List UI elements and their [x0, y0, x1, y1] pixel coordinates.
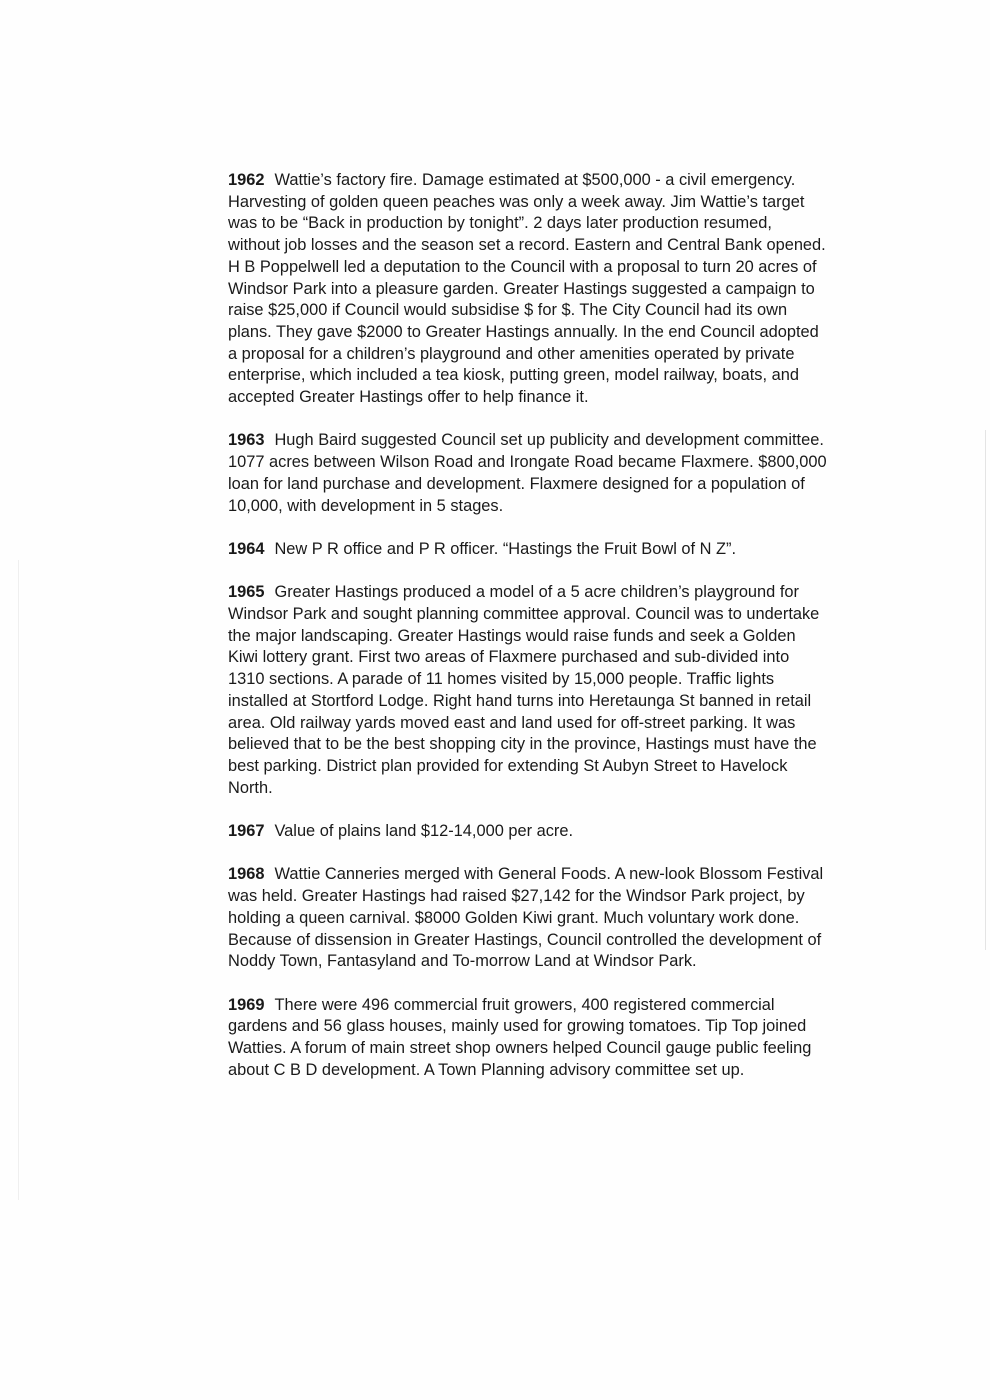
scan-margin-line [18, 560, 19, 1200]
entry-year: 1967 [228, 822, 265, 841]
timeline-entry-1968 [228, 864, 828, 973]
timeline-entry-1962 [228, 170, 828, 409]
timeline-text [228, 170, 828, 1103]
timeline-entry-1964 [228, 539, 828, 561]
timeline-entry-1965 [228, 582, 828, 799]
timeline-entry-1963 [228, 430, 828, 517]
entry-text: Hugh Baird suggested Council set up publicity and development committee. 1077 acres between Wilson Road and Irongate Road became Flaxmere. $800,000 loan for land purchase and development. Flaxmere designed for a population of 10,000, with development in 5 stages. [228, 431, 827, 515]
entry-year: 1963 [228, 431, 265, 450]
entry-text: There were 496 commercial fruit growers, 400 registered commercial gardens and 56 glass houses, mainly used for growing tomatoes. Tip Top joined Watties. A forum of main street shop owners helped Council gauge public feeling about C B D development. A Town Planning advisory committee set up. [228, 995, 812, 1079]
entry-text: Wattie’s factory fire. Damage estimated at $500,000 - a civil emergency. Harvesting of golden queen peaches was only a week away. Jim Wattie’s target was to be “Back in production by tonight”. 2 days later production resumed, without job losses and the season set a record. Eastern and Central Bank opened. H B Poppelwell led a deputation to the Council with a proposal to turn 20 acres of Windsor Park into a pleasure garden. Greater Hastings suggested a campaign to raise $25,000 if Council would subsidise $ for $. The City Council had its own plans. They gave $2000 to Greater Hastings annually. In the end Council adopted a proposal for a children’s playground and other amenities operated by private enterprise, which included a tea kiosk, putting green, model railway, boats, and accepted Greater Hastings offer to help finance it. [228, 171, 826, 407]
entry-year: 1964 [228, 539, 265, 558]
entry-year: 1968 [228, 865, 265, 884]
entry-year: 1965 [228, 583, 265, 602]
timeline-entry-1969 [228, 995, 828, 1082]
scan-edge-line [985, 430, 986, 950]
entry-text: New P R office and P R officer. “Hastings the Fruit Bowl of N Z”. [274, 539, 737, 558]
entry-text: Greater Hastings produced a model of a 5 acre children’s playground for Windsor Park and sought planning committee approval. Council was to undertake the major landscaping. Greater Hastings would raise funds and seek a Golden Kiwi lottery grant. First two areas of Flaxmere purchased and sub-divided into 1310 sections. A parade of 11 homes visited by 15,000 people. Traffic lights installed at Stortford Lodge. Right hand turns into Heretaunga St banned in retail area. Old railway yards moved east and land used for off-street parking. It was believed that to be the best shopping city in the province, Hastings must have the best parking. District plan provided for extending St Aubyn Street to Havelock North. [228, 583, 820, 797]
entry-year: 1962 [228, 171, 265, 189]
entry-text: Value of plains land $12-14,000 per acre. [274, 822, 574, 841]
entry-text: Wattie Canneries merged with General Foods. A new-look Blossom Festival was held. Greater Hastings had raised $27,142 for the Windsor Park project, by holding a queen carnival. $8000 Golden Kiwi grant. Much voluntary work done. Because of dissension in Greater Hastings, Council controlled the development of Noddy Town, Fantasyland and To-morrow Land at Windsor Park. [228, 865, 824, 971]
entry-year: 1969 [228, 995, 265, 1014]
timeline-entry-1967 [228, 821, 828, 843]
